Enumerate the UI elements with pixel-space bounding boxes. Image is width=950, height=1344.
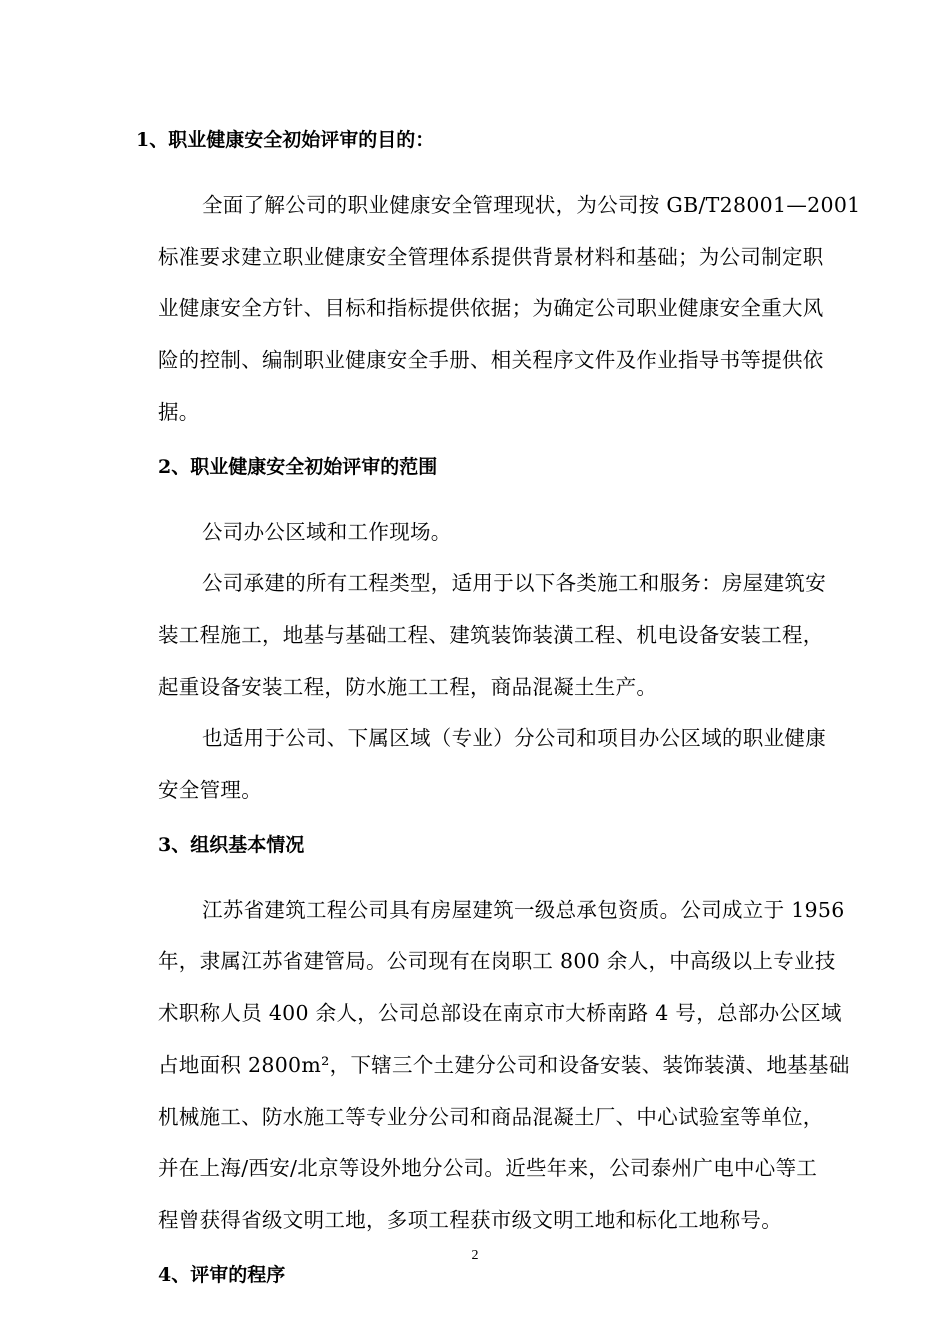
paragraph-scope-area [114,507,838,559]
document-page [114,128,861,1288]
text-line: 也适用于公司、下属区域（专业）分公司和项目办公区域的职业健康 [202,726,826,751]
text-line: 公司办公区域和工作现场。 [202,519,452,544]
section-heading-4: 4、评审的程序 [158,1263,286,1286]
text-line: 安全管理。 [158,778,262,803]
text-line: 业健康安全方针、目标和指标提供依据；为确定公司职业健康安全重大风 [158,296,824,321]
text-line: 标准要求建立职业健康安全管理体系提供背景材料和基础；为公司制定职 [158,244,824,269]
paragraph-purpose [114,180,861,439]
paragraph-organization [114,885,850,1247]
text-line: 装工程施工，地基与基础工程、建筑装饰装潢工程、机电设备安装工程， [158,622,824,647]
text-line: 起重设备安装工程，防水施工工程，商品混凝土生产。 [158,674,658,699]
text-line: 程曾获得省级文明工地，多项工程获市级文明工地和标化工地称号。 [158,1207,782,1232]
page-number: 2 [471,1248,479,1263]
text-line: 机械施工、防水施工等专业分公司和商品混凝土厂、中心试验室等单位， [158,1104,824,1129]
text-line: 年，隶属江苏省建管局。公司现有在岗职工 800 余人，中高级以上专业技 [158,949,836,974]
text-line: 险的控制、编制职业健康安全手册、相关程序文件及作业指导书等提供依 [158,348,824,373]
text-line: 并在上海/西安/北京等设外地分公司。近些年来，公司泰州广电中心等工 [158,1156,818,1181]
section-heading-2: 2、职业健康安全初始评审的范围 [158,455,438,478]
text-line: 占地面积 2800m²，下辖三个土建分公司和设备安装、装饰装潢、地基基础 [158,1052,850,1077]
text-line: 据。 [158,399,200,424]
text-line: 全面了解公司的职业健康安全管理现状，为公司按 GB/T28001—2001 [202,193,861,217]
paragraph-scope-projects [114,558,838,713]
text-line: 术职称人员 400 余人，公司总部设在南京市大桥南路 4 号，总部办公区域 [158,1001,842,1026]
text-line: 公司承建的所有工程类型，适用于以下各类施工和服务：房屋建筑安 [202,571,826,596]
text-line: 江苏省建筑工程公司具有房屋建筑一级总承包资质。公司成立于 1956 [202,897,845,922]
section-heading-3: 3、组织基本情况 [158,833,305,856]
section-heading-1: 1、职业健康安全初始评审的目的： [136,129,435,151]
paragraph-scope-offices [114,713,838,816]
